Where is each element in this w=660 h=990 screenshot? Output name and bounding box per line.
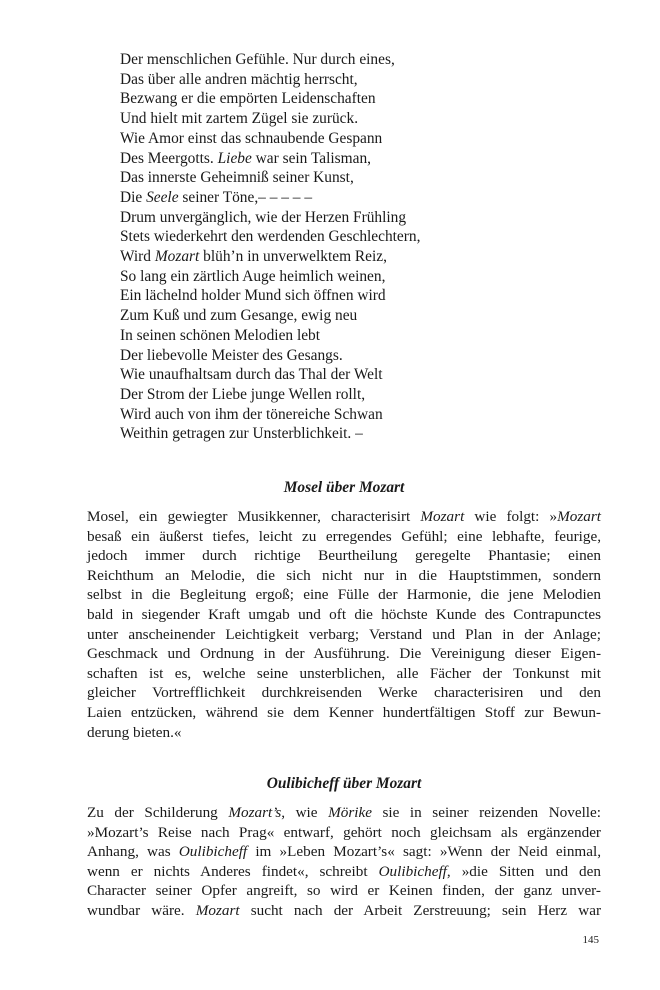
page-number: 145 bbox=[582, 934, 599, 946]
italic-text-run: Mozart bbox=[420, 508, 465, 525]
italic-text-run: Mozart’s bbox=[228, 804, 282, 821]
text-run: Zum Kuß und zum Gesange, ewig neu bbox=[120, 307, 358, 325]
text-line bbox=[120, 227, 540, 247]
text-run: Die bbox=[120, 188, 147, 206]
text-line bbox=[87, 585, 601, 605]
text-line bbox=[120, 208, 540, 228]
text-run: Das über alle andren mächtig herrscht, bbox=[120, 70, 358, 88]
text-line bbox=[120, 89, 540, 109]
text-run: So lang ein zärtlich Auge heimlich weinen, bbox=[120, 267, 386, 285]
text-run: blüh’n in unverwelktem Reiz, bbox=[199, 248, 387, 266]
italic-text-run: Seele bbox=[146, 188, 179, 206]
text-run: sie in seiner reizenden Novelle: bbox=[371, 804, 601, 821]
text-run: selbst in die Begleitung ergoß; eine Fülle der Harmonie, die jene Melodien bbox=[87, 586, 601, 604]
italic-text-run: Liebe bbox=[217, 149, 252, 167]
text-run: wenn er nichts Anderes findet«, schreibt bbox=[87, 862, 379, 880]
text-line bbox=[120, 424, 540, 444]
text-line bbox=[87, 723, 601, 743]
text-line bbox=[120, 149, 540, 169]
text-line bbox=[120, 50, 540, 70]
text-run: wie folgt: » bbox=[464, 508, 558, 525]
text-run: , wie bbox=[281, 804, 329, 821]
text-line bbox=[87, 566, 601, 586]
text-run: bald in siegender Kraft umgab und oft die höchste Kunde des Contrapunctes bbox=[87, 605, 601, 623]
text-run: Weithin getragen zur Unsterblichkeit. – bbox=[120, 425, 363, 443]
text-run: Der liebevolle Meister des Gesangs. bbox=[120, 346, 343, 364]
text-line bbox=[120, 306, 540, 326]
text-line bbox=[87, 881, 601, 901]
italic-text-run: Oulibicheff bbox=[378, 862, 447, 880]
text-line bbox=[87, 546, 601, 566]
text-run: Zu der Schilderung bbox=[87, 804, 229, 821]
text-line bbox=[120, 109, 540, 129]
text-line bbox=[87, 625, 601, 645]
text-line bbox=[120, 267, 540, 287]
text-run: Und hielt mit zartem Zügel sie zurück. bbox=[120, 110, 359, 128]
text-run: derung bieten.« bbox=[87, 723, 182, 741]
text-run: Wie unaufhaltsam durch das Thal der Welt bbox=[120, 366, 383, 384]
paragraph-oulibicheff bbox=[87, 803, 601, 921]
text-run: Der menschlichen Gefühle. Nur durch eines, bbox=[120, 51, 395, 68]
text-run: Laien entzücken, während sie dem Kenner hundertfältigen Stoff zur Bewun- bbox=[87, 703, 601, 721]
text-run: jedoch immer durch richtige Beurtheilung geregelte Phantasie; einen bbox=[87, 547, 601, 565]
text-run: Des Meergotts. bbox=[120, 149, 218, 167]
text-run: Mosel, ein gewiegter Musikkenner, characterisirt bbox=[87, 508, 421, 525]
text-line bbox=[120, 70, 540, 90]
text-run: Der Strom der Liebe junge Wellen rollt, bbox=[120, 385, 366, 403]
text-run: Stets wiederkehrt den werdenden Geschlechtern, bbox=[120, 228, 421, 246]
italic-text-run: Oulibicheff bbox=[178, 843, 248, 861]
text-run: war sein Talisman, bbox=[251, 149, 371, 167]
text-run: Drum unvergänglich, wie der Herzen Frühling bbox=[120, 208, 407, 226]
text-run: besaß ein äußerst tiefes, leicht zu erregendes Gefühl; eine lebhafte, feurige, bbox=[87, 527, 601, 545]
text-line bbox=[120, 286, 540, 306]
text-line bbox=[87, 803, 601, 823]
text-line bbox=[87, 683, 601, 703]
text-line bbox=[87, 862, 601, 882]
paragraph-mosel bbox=[87, 507, 601, 742]
text-line bbox=[87, 605, 601, 625]
text-run: »Mozart’s Reise nach Prag« entwarf, gehört noch gleichsam als ergänzender bbox=[87, 823, 601, 841]
text-run: In seinen schönen Melodien lebt bbox=[120, 326, 321, 344]
text-run: schaften ist es, welche seine unsterblichen, alle Fächer der Tonkunst mit bbox=[87, 664, 601, 682]
text-line bbox=[87, 644, 601, 664]
text-line bbox=[87, 703, 601, 723]
text-run: Wird bbox=[120, 248, 155, 266]
text-line bbox=[120, 168, 540, 188]
text-run: , »die Sitten und den bbox=[446, 862, 601, 880]
text-run: Bezwang er die empörten Leidenschaften bbox=[120, 90, 376, 108]
italic-text-run: Mozart bbox=[195, 901, 240, 919]
text-line bbox=[120, 385, 540, 405]
text-run: Wird auch von ihm der tönereiche Schwan bbox=[120, 405, 383, 423]
text-line bbox=[120, 326, 540, 346]
text-run: unter anscheinender Leichtigkeit verbarg; Verstand und Plan in der Anlage; bbox=[87, 625, 601, 643]
text-line bbox=[87, 507, 601, 527]
text-line bbox=[120, 365, 540, 385]
text-run: Anhang, was bbox=[87, 843, 179, 861]
text-line bbox=[120, 346, 540, 366]
text-line bbox=[120, 247, 540, 267]
text-line bbox=[87, 842, 601, 862]
italic-text-run: Mozart bbox=[154, 248, 200, 266]
text-line bbox=[87, 901, 601, 921]
text-run: wundbar wäre. bbox=[87, 901, 196, 919]
italic-text-run: Mörike bbox=[328, 804, 372, 821]
text-run: Das innerste Geheimniß seiner Kunst, bbox=[120, 169, 354, 187]
text-run: im »Leben Mozart’s« sagt: »Wenn der Neid einmal, bbox=[247, 843, 601, 861]
text-line bbox=[87, 527, 601, 547]
text-run: Wie Amor einst das schnaubende Gespann bbox=[120, 129, 383, 147]
text-run: gleicher Vortrefflichkeit durchkreisenden Werke characterisiren und den bbox=[87, 684, 601, 702]
text-line bbox=[120, 188, 540, 208]
text-run: Reichthum an Melodie, die sich nicht nur in die Hauptstimmen, sondern bbox=[87, 566, 601, 584]
text-line bbox=[87, 664, 601, 684]
text-line bbox=[120, 405, 540, 425]
poem-block bbox=[120, 50, 540, 444]
italic-text-run: Mozart bbox=[557, 508, 601, 525]
text-run: seiner Töne,– – – – – bbox=[178, 188, 313, 206]
text-run: Ein lächelnd holder Mund sich öffnen wird bbox=[120, 287, 386, 305]
text-line bbox=[120, 129, 540, 149]
section-heading-oulibicheff: Oulibicheff über Mozart bbox=[266, 775, 422, 792]
section-heading-mosel: Mosel über Mozart bbox=[283, 479, 405, 496]
text-run: Character seiner Opfer angreift, so wird er Keinen finden, der ganz unver- bbox=[87, 882, 601, 900]
text-run: Geschmack und Ordnung in der Ausführung. Die Vereinigung dieser Eigen- bbox=[87, 645, 601, 663]
text-run: sucht nach der Arbeit Zerstreuung; sein Herz war bbox=[239, 901, 601, 919]
text-line bbox=[87, 823, 601, 843]
